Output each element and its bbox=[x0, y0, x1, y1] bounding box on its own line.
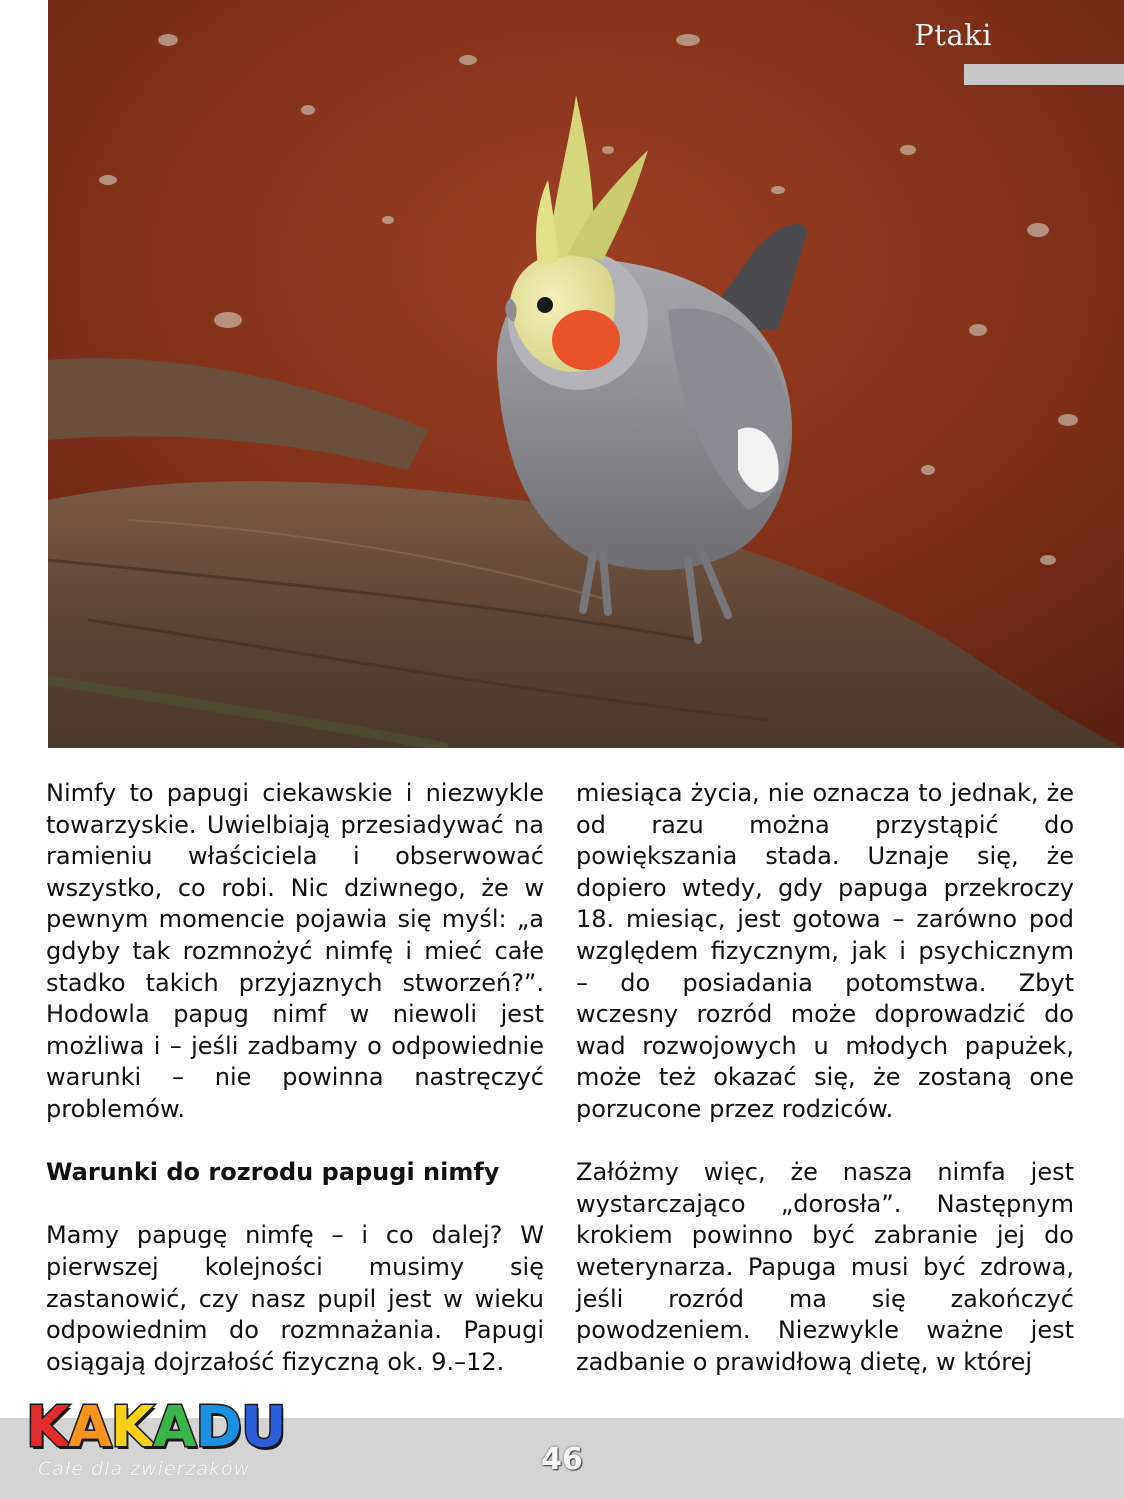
cockatiel-photo bbox=[48, 0, 1124, 748]
article-paragraph: Załóżmy więc, że nasza nimfa jest wystarczająco „dorosła”. Następnym krokiem powinno być zabranie jej do weterynarza. Papuga musi być zdrowa, jeśli rozród ma się zakończyć powodzeniem. Niezwykle ważne jest zadbanie o prawidłową dietę, w której bbox=[576, 1158, 1074, 1376]
page-number: 46 bbox=[541, 1442, 583, 1477]
article-column-right bbox=[576, 778, 1074, 1378]
logo-letter: U bbox=[240, 1395, 286, 1460]
section-bar bbox=[964, 64, 1124, 85]
article-paragraph: Mamy papugę nimfę – i co dalej? W pierwszej kolejności musimy się zastanowić, czy nasz pupil jest w wieku odpowiednim do rozmnażania. Papugi osiągają dojrzałość fizyczną ok. 9.–12. bbox=[46, 1221, 544, 1376]
article-paragraph: Nimfy to papugi ciekawskie i niezwykle towarzyskie. Uwielbiają przesiadywać na ramieniu właściciela i obserwować wszystko, co robi. Nic dziwnego, że w pewnym momencie pojawia się myśl: „a gdyby tak rozmnożyć nimfę i mieć całe stadko takich przyjaznych stworzeń?”. Hodowla papug nimf w niewoli jest możliwa i – jeśli zadbamy o odpowiednie warunki – nie powinna nastręczyć problemów. bbox=[46, 779, 544, 1123]
article-paragraph: miesiąca życia, nie oznacza to jednak, że od razu można przystąpić do powiększania stada. Uznaje się, że dopiero wtedy, gdy papuga przekroczy 18. miesiąc, jest gotowa – zarówno pod względem fizycznym, jak i psychicznym – do posiadania potomstwa. Zbyt wczesny rozród może doprowadzić do wad rozwojowych u młodych papużek, może też okazać się, że zostaną one porzucone przez rodziców. bbox=[576, 779, 1074, 1123]
logo-letter: A bbox=[68, 1395, 111, 1460]
logo-letter: A bbox=[153, 1395, 196, 1460]
logo-letter: D bbox=[195, 1395, 241, 1460]
section-heading: Warunki do rozrodu papugi nimfy bbox=[46, 1158, 500, 1187]
article-column-left bbox=[46, 778, 544, 1378]
logo-letter: K bbox=[110, 1395, 154, 1460]
section-label: Ptaki bbox=[914, 18, 992, 52]
logo-tagline: Całe dla zwierzaków bbox=[38, 1458, 251, 1480]
logo-letter: K bbox=[26, 1395, 69, 1460]
